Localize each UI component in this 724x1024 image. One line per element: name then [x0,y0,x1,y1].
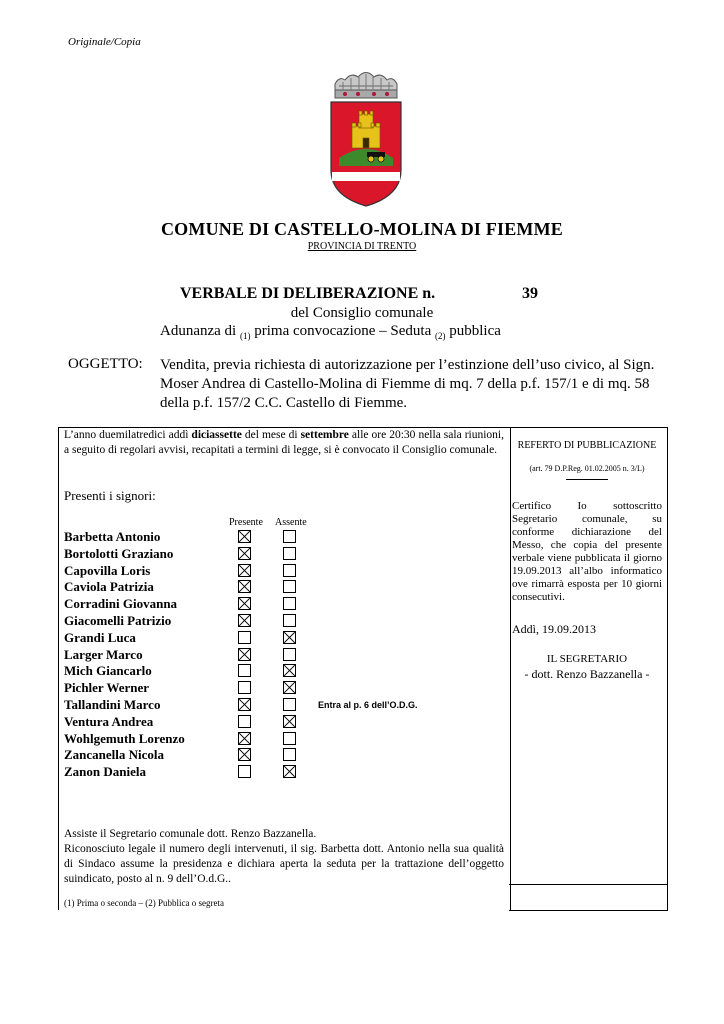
subject-text: Vendita, previa richiesta di autorizzazione per l’estinzione dell’uso civico, al Sign. Moser Andrea di Castello-Molina di Fiemme di mq. 7 della p.f. 157/1 e di mq. 58 della p.f. 157/2 C.C. Castello di Fiemme. [160,357,655,411]
attendance-row [64,563,504,580]
attendance-row [64,680,504,697]
session-type: pubblica [449,323,501,339]
attendees-label: Presenti i signori: [64,488,156,503]
footnote-ref-1: (1) [239,331,251,341]
councillor-name: Grandi Luca [64,629,136,645]
attendance-row [64,647,504,664]
councillor-name: Ventura Andrea [64,713,154,729]
attendance-row [64,529,504,546]
present-checkbox [238,614,251,627]
attendance-row [64,714,504,731]
present-checkbox [238,530,251,543]
councillor-name: Capovilla Loris [64,562,151,578]
absent-checkbox [283,580,296,593]
absent-column-header: Assente [275,517,307,528]
municipal-coat-of-arms [325,66,407,208]
attendance-row [64,764,504,781]
secretary-title: IL SEGRETARIO [546,653,628,665]
meeting-day: diciassette [191,429,242,441]
absent-checkbox [283,614,296,627]
councillor-name: Caviola Patrizia [64,579,154,595]
absent-checkbox [283,765,296,778]
meeting-month: settembre [300,429,349,441]
opening-paragraph [64,428,504,458]
session-prefix: Adunanza di [160,323,237,339]
present-checkbox [238,664,251,677]
councillor-name: Larger Marco [64,646,143,662]
absent-checkbox [283,631,296,644]
absent-checkbox [283,715,296,728]
subject-label: OGGETTO: [68,356,143,372]
absent-checkbox [283,698,296,711]
absent-checkbox [283,597,296,610]
publication-date: Addì, 19.09.2013 [512,622,596,636]
secretary-name: - dott. Renzo Bazzanella - [524,667,650,681]
publication-report-title: REFERTO DI PUBBLICAZIONE [517,440,657,451]
absent-checkbox [283,748,296,761]
attendance-row [64,630,504,647]
footnotes: (1) Prima o seconda – (2) Pubblica o segreta [64,898,224,908]
councillor-name: Zancanella Nicola [64,747,165,763]
session-line [160,323,501,341]
present-checkbox [238,564,251,577]
attendance-row [64,579,504,596]
publication-certificate: Certifico Io sottoscritto Segretario comunale, su conforme dichiarazione del Messo, che copia del presente verbale viene pubblicata il giorno 19.09.2013 all’albo informatico ove rimarrà esposta per 10 giorni consecutivi. [512,500,662,603]
council-line: del Consiglio comunale [290,305,434,321]
publication-box-footer [509,884,668,911]
councillor-name: Wohlgemuth Lorenzo [64,730,185,746]
deliberation-number: 39 [522,285,538,302]
intro-text-2: del mese di [241,429,301,441]
councillor-name: Zanon Daniela [64,764,146,780]
attendance-row [64,697,504,714]
attendance-row [64,663,504,680]
absent-checkbox [283,648,296,661]
councillor-name: Corradini Giovanna [64,596,178,612]
attendance-row [64,747,504,764]
present-checkbox [238,631,251,644]
quorum-paragraph: Riconosciuto legale il numero degli intervenuti, il sig. Barbetta dott. Antonio nella sua qualità di Sindaco assume la presidenza e dichiara aperta la seduta per la trattazione dell’oggetto suindicato, posto al n. 9 dell’O.d.G.. [64,843,504,885]
attendance-row [64,731,504,748]
absent-checkbox [283,681,296,694]
councillor-name: Barbetta Antonio [64,529,161,544]
present-checkbox [238,580,251,593]
province-subtitle: PROVINCIA DI TRENTO [307,241,417,252]
present-checkbox [238,698,251,711]
attendance-row [64,613,504,630]
absent-checkbox [283,547,296,560]
footnote-ref-2: (2) [435,331,446,341]
councillor-name: Pichler Werner [64,680,150,696]
present-checkbox [238,765,251,778]
attendance-row [64,546,504,563]
attendance-note: Entra al p. 6 dell’O.D.G. [318,699,418,710]
municipality-title: COMUNE DI CASTELLO-MOLINA DI FIEMME [160,219,564,239]
present-checkbox [238,748,251,761]
present-checkbox [238,648,251,661]
councillor-name: Giacomelli Patrizio [64,612,172,628]
present-checkbox [238,547,251,560]
present-checkbox [238,597,251,610]
deliberation-label: VERBALE DI DELIBERAZIONE n. [180,285,436,302]
legal-reference: (art. 79 D.P.Reg. 01.02.2005 n. 3/L) [529,464,645,473]
absent-checkbox [283,664,296,677]
present-checkbox [238,732,251,745]
councillor-name: Tallandini Marco [64,696,161,712]
present-column-header: Presente [229,517,263,528]
intro-text-3: alle ore 20:30 nella sala riunioni, a seguito di regolari avvisi, recapitati a termini di legge, si è convocato il Consiglio comunale. [64,429,504,456]
present-checkbox [238,681,251,694]
absent-checkbox [283,732,296,745]
closing-paragraph [64,827,504,887]
intro-text-1: L’anno duemilatredici addì [64,429,192,441]
secretary-assist-line: Assiste il Segretario comunale dott. Renzo Bazzanella. [64,828,317,840]
divider [566,479,608,480]
absent-checkbox [283,564,296,577]
original-copy-note: Originale/Copia [68,36,141,48]
absent-checkbox [283,530,296,543]
crown-icon [335,73,397,99]
session-middle: prima convocazione – Seduta [254,323,432,339]
present-checkbox [238,715,251,728]
attendance-row [64,596,504,613]
councillor-name: Bortolotti Graziano [64,545,174,561]
attendance-list [64,529,504,781]
councillor-name: Mich Giancarlo [64,663,152,679]
